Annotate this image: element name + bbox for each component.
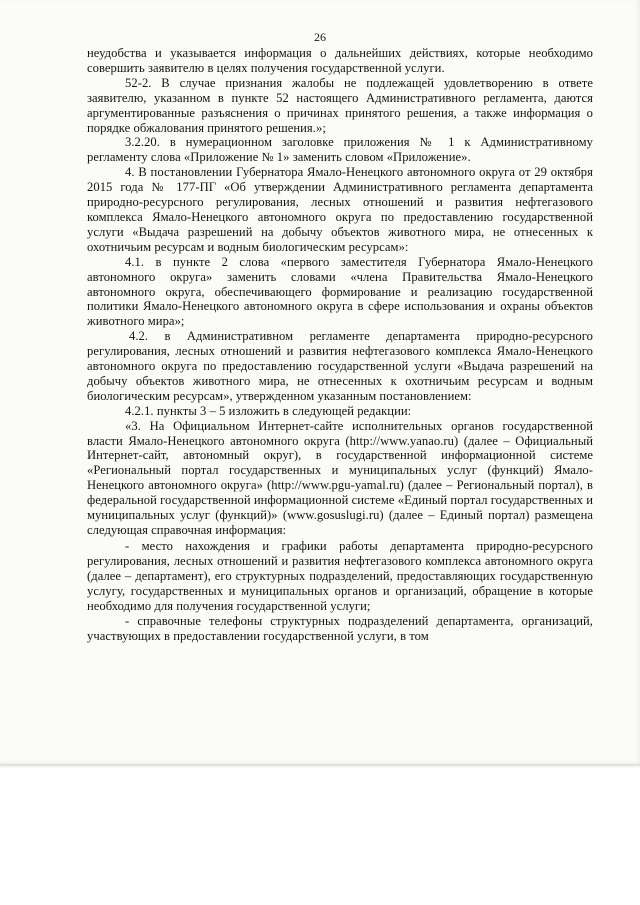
paragraph-4-1: 4.1. в пункте 2 слова «первого заместителя Губернатора Ямало-Ненецкого автономного округа» заменить словами «члена Правительства Ямало-Ненецкого автономного округа, обеспечивающего формирование и реализацию государственной политики Ямало-Ненецкого автономного округа в сфере использования и охраны объектов животного мира»;	[87, 254, 593, 329]
paragraph-list-item-2: - справочные телефоны структурных подразделений департамента, организаций, участвующих в предоставлении государственной услуги, в том	[87, 614, 593, 644]
paragraph-continuation: неудобства и указывается информация о дальнейших действиях, которые необходимо совершить заявителю в целях получения государственной услуги.	[87, 46, 593, 75]
paragraph-item-3: «3. На Официальном Интернет-сайте исполнительных органов государственной власти Ямало-Ненецкого автономного округа (http://www.yanao.ru) (далее – Официальный Интернет-сайт, автономный округ), в государственной информационной системе «Региональный портал государственных и муниципальных услуг (функций) Ямало-Ненецкого автономного округа» (http://www.pgu-yamal.ru) (далее – Региональный портал), в федеральной государственной информационной системе «Единый портал государственных и муниципальных услуг (функций)» (www.gosuslugi.ru) (далее – Единый портал) размещена следующая справочная информация:	[87, 418, 593, 537]
page-number: 26	[314, 30, 326, 44]
paragraph-52-2: 52-2. В случае признания жалобы не подлежащей удовлетворению в ответе заявителю, указанном в пункте 52 настоящего Административного регламента, даются аргументированные разъяснения о причинах принятого решения, а также информация о порядке обжалования принятого решения.»;	[87, 75, 593, 135]
paragraph-3-2-20: 3.2.20. в нумерационном заголовке приложения № 1 к Административному регламенту слова «Приложение № 1» заменить словом «Приложение».	[87, 135, 593, 165]
paragraph-4: 4. В постановлении Губернатора Ямало-Ненецкого автономного округа от 29 октября 2015 года № 177-ПГ «Об утверждении Административного регламента департамента природно-ресурсного регулирования, лесных отношений и развития нефтегазового комплекса Ямало-Ненецкого автономного округа по предоставлению государственной услуги «Выдача разрешений на добычу объектов животного мира, не отнесенных к охотничьим ресурсам и водным биологическим ресурсам»:	[87, 165, 593, 254]
document-body	[87, 46, 593, 644]
paragraph-4-2: 4.2. в Административном регламенте департамента природно-ресурсного регулирования, лесных отношений и развития нефтегазового комплекса Ямало-Ненецкого автономного округа по предоставлению государственной услуги «Выдача разрешений на добычу объектов животного мира, не отнесенных к охотничьим ресурсам и водным биологическим ресурсам», утвержденном указанным постановлением:	[87, 329, 593, 403]
page-bottom-edge	[0, 764, 640, 768]
paragraph-list-item-1: - место нахождения и графики работы департамента природно-ресурсного регулирования, лесных отношений и развития нефтегазового комплекса автономного округа (далее – департамент), его структурных подразделений, предоставляющих государственную услугу, государственных и муниципальных органов и организаций, обращение в которые необходимо для получения государственной услуги;	[87, 538, 593, 613]
paragraph-4-2-1: 4.2.1. пункты 3 – 5 изложить в следующей редакции:	[125, 403, 412, 418]
